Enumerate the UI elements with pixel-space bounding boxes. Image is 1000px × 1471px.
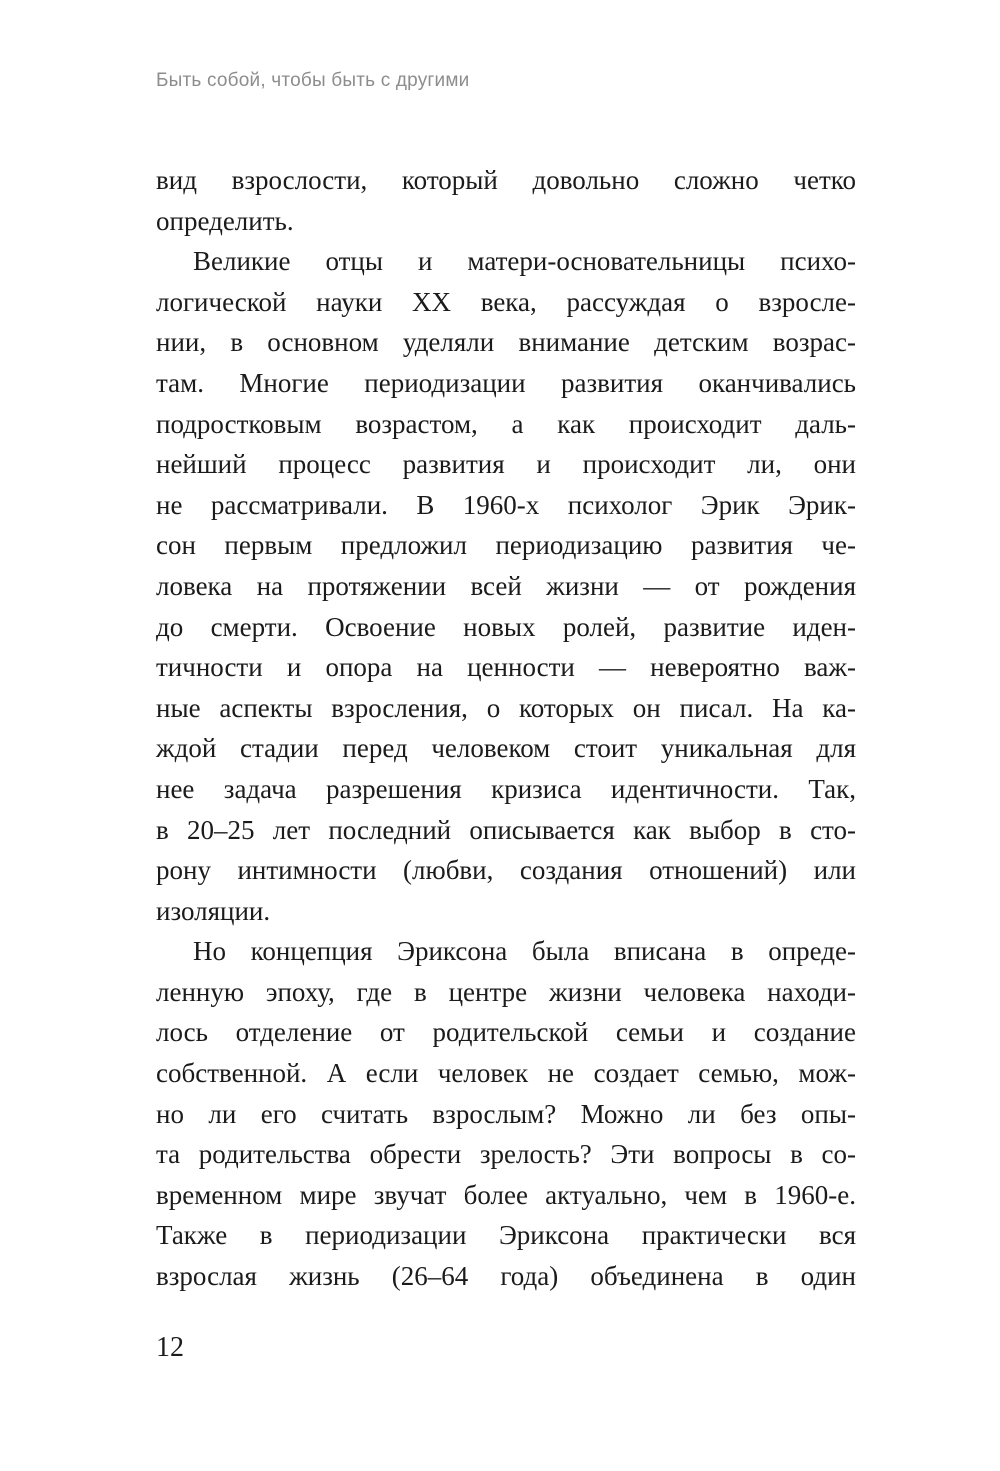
text-line: нейший процесс развития и происходит ли, они [156, 449, 856, 480]
text-line: нии, в основном уделяли внимание детским возрас- [156, 327, 856, 358]
text-line: ловека на протяжении всей жизни — от рождения [156, 570, 856, 601]
running-header: Быть собой, чтобы быть с другими [156, 70, 470, 91]
text-line: рону интимности (любви, создания отношений) или [156, 855, 856, 886]
text-line: взрослая жизнь (26–64 года) объединена в один [156, 1261, 856, 1292]
text-line: Также в периодизации Эриксона практически вся [156, 1220, 856, 1251]
text-line: подростковым возрастом, а как происходит даль- [156, 408, 856, 439]
text-line: нее задача разрешения кризиса идентичности. Так, [156, 773, 856, 804]
text-line: изоляции. [156, 895, 271, 926]
text-line: Великие отцы и матери-основательницы психо- [193, 246, 856, 277]
text-line: вид взрослости, который довольно сложно четко [156, 165, 856, 195]
page-number: 12 [156, 1332, 184, 1363]
text-line: ные аспекты взросления, о которых он писал. На ка- [156, 692, 856, 723]
text-line: не рассматривали. В 1960-х психолог Эрик Эрик- [156, 489, 856, 520]
text-line: ждой стадии перед человеком стоит уникальная для [156, 733, 856, 764]
text-line: сон первым предложил периодизацию развития че- [156, 530, 856, 561]
text-line: ленную эпоху, где в центре жизни человека находи- [156, 976, 856, 1007]
page-body [156, 160, 856, 1297]
text-line: там. Многие периодизации развития оканчивались [156, 367, 856, 398]
text-line: Но концепция Эриксона была вписана в опреде- [193, 936, 856, 967]
text-line: тичности и опора на ценности — невероятно важ- [156, 652, 856, 683]
text-line: та родительства обрести зрелость? Эти вопросы в со- [156, 1139, 856, 1170]
text-line: лось отделение от родительской семьи и создание [156, 1017, 856, 1048]
text-line: временном мире звучат более актуально, чем в 1960-е. [156, 1179, 856, 1210]
text-line: но ли его считать взрослым? Можно ли без опы- [156, 1098, 856, 1129]
text-line: определить. [156, 205, 294, 236]
text-line: логической науки XX века, рассуждая о взросле- [156, 286, 856, 317]
text-line: до смерти. Освоение новых ролей, развитие иден- [156, 611, 856, 642]
text-line: в 20–25 лет последний описывается как выбор в сто- [156, 814, 856, 845]
text-line: собственной. А если человек не создает семью, мож- [156, 1058, 856, 1089]
